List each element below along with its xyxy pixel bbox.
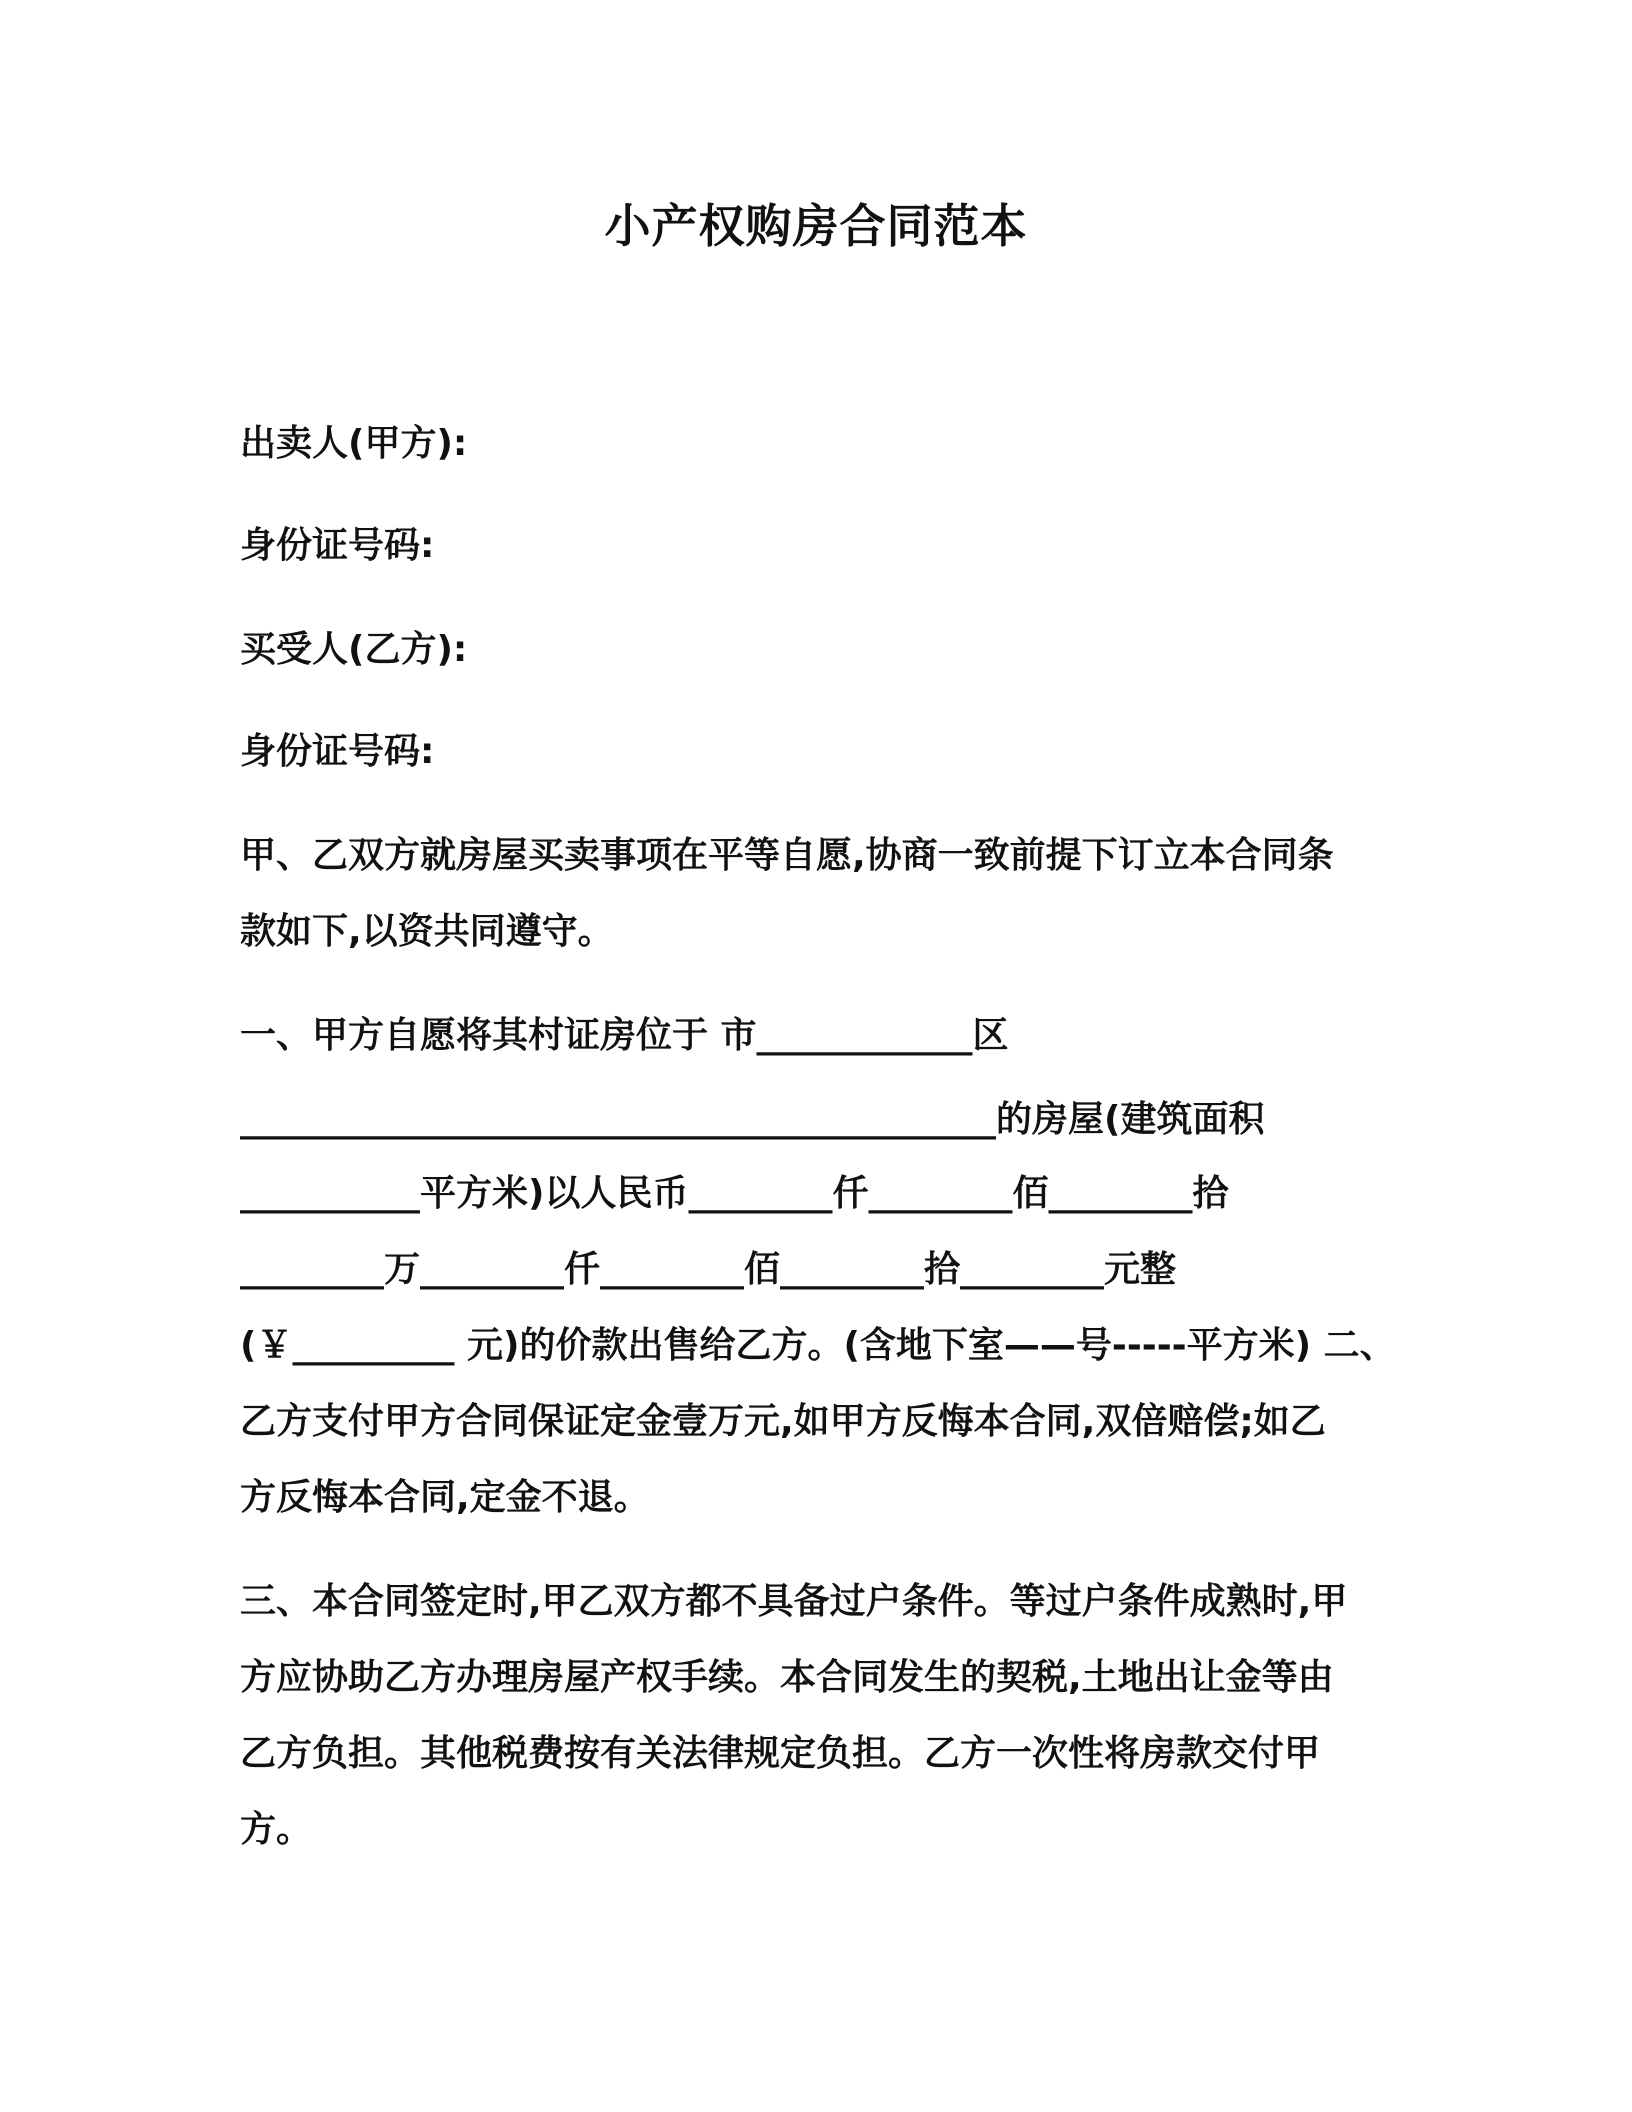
- clause-line: 方。: [240, 1809, 313, 1850]
- clause-line: 乙方支付甲方合同保证定金壹万元,如甲方反悔本合同,双倍赔偿;如乙: [240, 1401, 1326, 1442]
- clause-line: 方反悔本合同,定金不退。: [240, 1477, 650, 1518]
- clause-line: 三、本合同签定时,甲乙双方都不具备过户条件。等过户条件成熟时,甲: [240, 1581, 1348, 1622]
- clause-line: 乙方负担。其他税费按有关法律规定负担。乙方一次性将房款交付甲: [240, 1733, 1321, 1774]
- clause-line: 一、甲方自愿将其村证房位于 市____________区: [240, 1015, 1009, 1056]
- clause-line: (￥_________ 元)的价款出售给乙方。(含地下室——号-----平方米) 二、: [240, 1325, 1396, 1366]
- intro-line: 甲、乙双方就房屋买卖事项在平等自愿,协商一致前提下订立本合同条: [240, 835, 1334, 876]
- clause-line: __________________________________________的房屋(建筑面积: [240, 1099, 1265, 1140]
- clause-line: 方应协助乙方办理房屋产权手续。本合同发生的契税,土地出让金等由: [240, 1657, 1334, 1698]
- clause-line: __________平方米)以人民币________仟________佰________拾: [240, 1173, 1229, 1214]
- buyer-id-field: 身份证号码:: [240, 731, 435, 772]
- intro-line: 款如下,以资共同遵守。: [240, 911, 614, 952]
- seller-id-field: 身份证号码:: [240, 525, 435, 566]
- clause-line: ________万________仟________佰________拾________元整: [240, 1249, 1176, 1290]
- document-title: 小产权购房合同范本: [604, 199, 1028, 253]
- seller-field: 出卖人(甲方):: [240, 423, 468, 464]
- buyer-field: 买受人(乙方):: [240, 629, 468, 670]
